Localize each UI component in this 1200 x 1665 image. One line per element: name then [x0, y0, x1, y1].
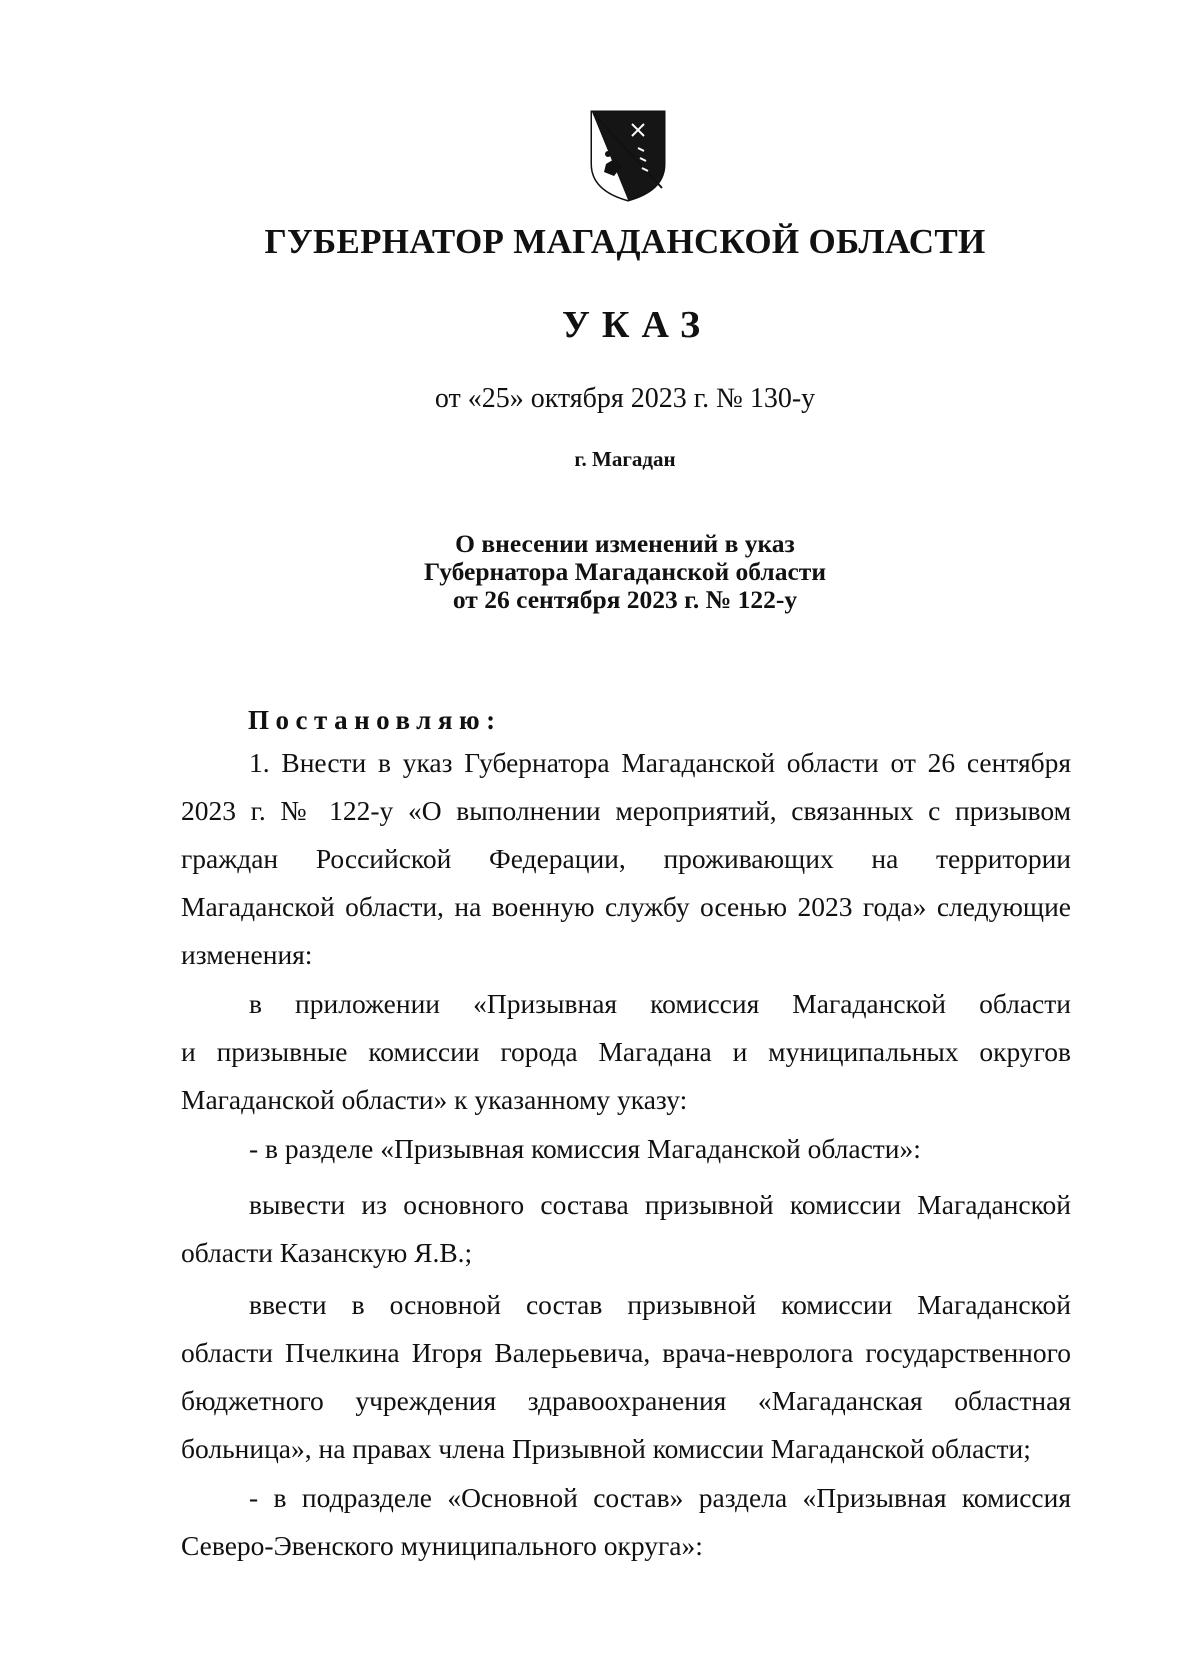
document-place: г. Магадан	[574, 447, 676, 471]
text-line: - в разделе «Призывная комиссия Магаданской области»:	[249, 1133, 921, 1164]
text-line: вывести из основного состава призывной комиссии Магаданской	[249, 1189, 1071, 1220]
text-line: Северо-Эвенского муниципального округа»:	[181, 1530, 703, 1561]
text-line: граждан Российской Федерации, проживающих на территории	[181, 843, 1071, 874]
resolve-heading: Постановляю:	[248, 705, 502, 735]
text-line: изменения:	[181, 939, 313, 970]
text-line: в приложении «Призывная комиссия Магаданской области	[249, 988, 1071, 1019]
text-line: - в подразделе «Основной состав» раздела «Призывная комиссия	[249, 1482, 1071, 1513]
text-line: области Пчелкина Игоря Валерьевича, врача-невролога государственного	[181, 1337, 1071, 1368]
paragraph-1	[181, 739, 1071, 979]
title-line: Губернатора Магаданской области	[423, 557, 827, 586]
text-line: Магаданской области» к указанному указу:	[181, 1084, 688, 1115]
paragraph-5	[181, 1281, 1071, 1473]
document-date-number: от «25» октября 2023 г. № 130-у	[434, 383, 816, 414]
paragraph-6	[181, 1474, 1071, 1570]
text-line: Магаданской области, на военную службу осенью 2023 года» следующие	[181, 891, 1071, 922]
document-type: УКАЗ	[562, 304, 712, 346]
coat-of-arms-icon	[588, 108, 668, 202]
title-line: О внесении изменений в указ	[455, 529, 795, 558]
text-line: и призывные комиссии города Магадана и муниципальных округов	[181, 1036, 1071, 1067]
text-line: области Казанскую Я.В.;	[181, 1237, 473, 1268]
paragraph-3	[181, 1125, 1071, 1173]
paragraph-2	[181, 980, 1071, 1124]
text-line: больница», на правах члена Призывной комиссии Магаданской области;	[181, 1433, 1031, 1464]
text-line: ввести в основной состав призывной комиссии Магаданской	[249, 1289, 1071, 1320]
document-title	[0, 530, 1200, 614]
issuing-authority: ГУБЕРНАТОР МАГАДАНСКОЙ ОБЛАСТИ	[264, 222, 986, 261]
title-line: от 26 сентября 2023 г. № 122-у	[452, 585, 798, 614]
paragraph-4	[181, 1181, 1071, 1277]
text-line: бюджетного учреждения здравоохранения «Магаданская областная	[181, 1385, 1071, 1416]
text-line: 1. Внести в указ Губернатора Магаданской области от 26 сентября	[249, 747, 1071, 778]
text-line: 2023 г. № 122-у «О выполнении мероприятий, связанных с призывом	[181, 795, 1071, 826]
